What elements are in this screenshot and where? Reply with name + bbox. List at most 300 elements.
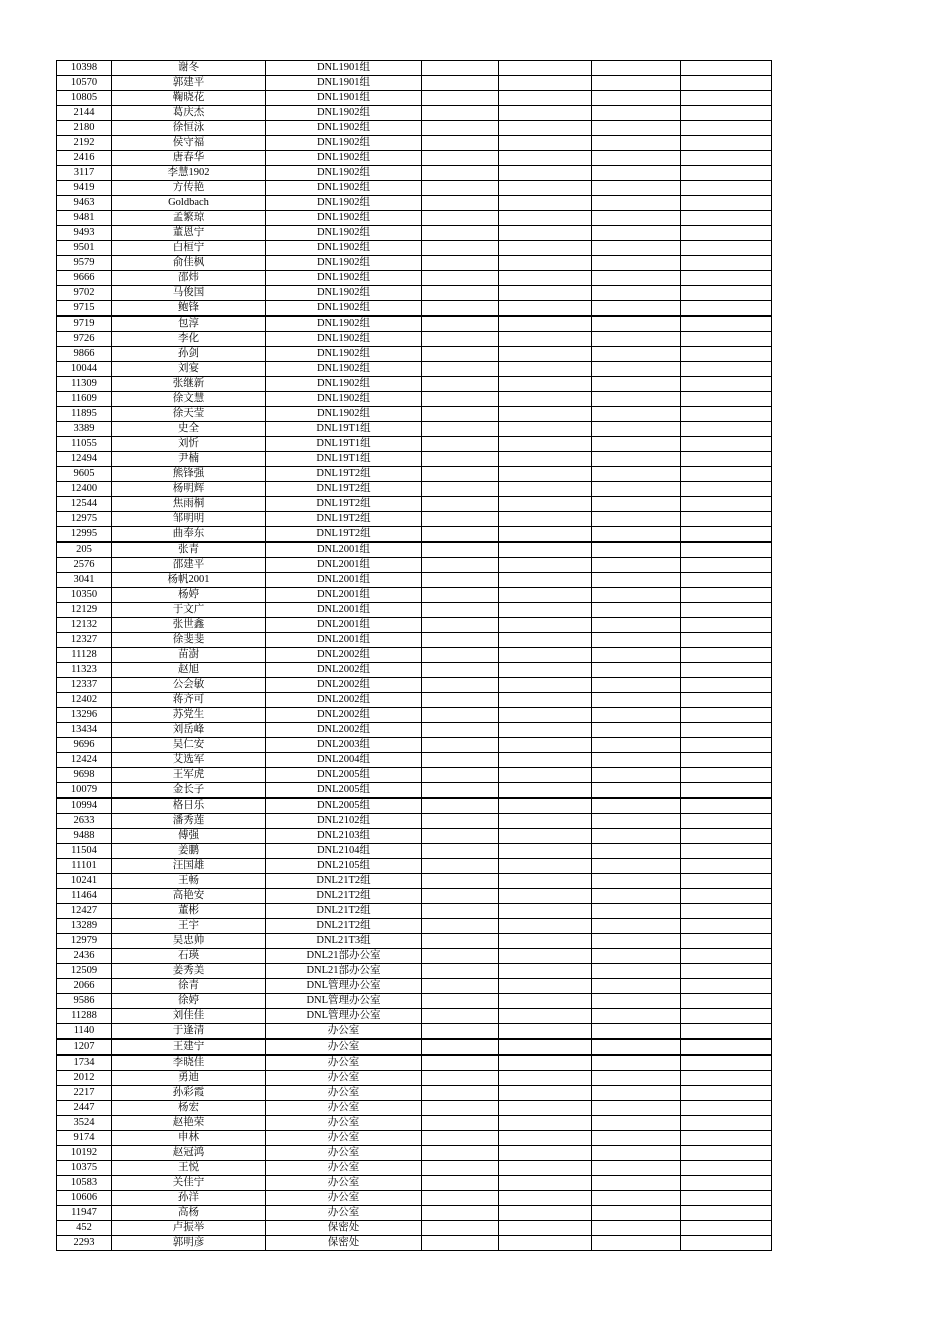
cell-id[interactable]: 2217 [57, 1086, 112, 1101]
cell-department[interactable]: DNL1902组 [266, 241, 422, 256]
cell-empty[interactable] [592, 362, 681, 377]
cell-name[interactable]: 史全 [112, 422, 266, 437]
cell-empty[interactable] [499, 121, 592, 136]
cell-empty[interactable] [422, 226, 499, 241]
cell-id[interactable]: 11504 [57, 844, 112, 859]
cell-id[interactable]: 9463 [57, 196, 112, 211]
cell-name[interactable]: 姜秀美 [112, 964, 266, 979]
cell-empty[interactable] [592, 136, 681, 151]
cell-id[interactable]: 10192 [57, 1146, 112, 1161]
cell-empty[interactable] [681, 512, 772, 527]
cell-empty[interactable] [592, 814, 681, 829]
cell-id[interactable]: 12327 [57, 633, 112, 648]
cell-name[interactable]: 孙彩霞 [112, 1086, 266, 1101]
cell-empty[interactable] [422, 166, 499, 181]
cell-empty[interactable] [681, 1039, 772, 1055]
cell-department[interactable]: 保密处 [266, 1236, 422, 1251]
cell-name[interactable]: 徐天莹 [112, 407, 266, 422]
cell-empty[interactable] [681, 904, 772, 919]
cell-empty[interactable] [422, 527, 499, 543]
cell-department[interactable]: DNL1902组 [266, 226, 422, 241]
cell-name[interactable]: 尹楠 [112, 452, 266, 467]
cell-id[interactable]: 3041 [57, 573, 112, 588]
cell-empty[interactable] [592, 708, 681, 723]
cell-empty[interactable] [592, 588, 681, 603]
cell-empty[interactable] [422, 136, 499, 151]
cell-empty[interactable] [422, 61, 499, 76]
cell-department[interactable]: DNL2005组 [266, 768, 422, 783]
cell-empty[interactable] [681, 437, 772, 452]
cell-department[interactable]: DNL21部办公室 [266, 949, 422, 964]
cell-department[interactable]: DNL21T3组 [266, 934, 422, 949]
cell-name[interactable]: 徐婷 [112, 994, 266, 1009]
cell-id[interactable]: 11288 [57, 1009, 112, 1024]
cell-id[interactable]: 9666 [57, 271, 112, 286]
cell-empty[interactable] [592, 889, 681, 904]
cell-empty[interactable] [592, 1161, 681, 1176]
cell-empty[interactable] [499, 271, 592, 286]
cell-empty[interactable] [592, 181, 681, 196]
cell-empty[interactable] [592, 1176, 681, 1191]
cell-name[interactable]: 艾选军 [112, 753, 266, 768]
cell-name[interactable]: 公会敏 [112, 678, 266, 693]
cell-empty[interactable] [422, 859, 499, 874]
cell-empty[interactable] [499, 949, 592, 964]
cell-empty[interactable] [592, 106, 681, 121]
cell-id[interactable]: 12544 [57, 497, 112, 512]
cell-empty[interactable] [592, 211, 681, 226]
cell-empty[interactable] [681, 994, 772, 1009]
cell-empty[interactable] [499, 437, 592, 452]
cell-empty[interactable] [422, 542, 499, 558]
cell-empty[interactable] [499, 91, 592, 106]
cell-id[interactable]: 11309 [57, 377, 112, 392]
cell-empty[interactable] [499, 286, 592, 301]
cell-id[interactable]: 13434 [57, 723, 112, 738]
cell-empty[interactable] [499, 1176, 592, 1191]
cell-empty[interactable] [499, 301, 592, 317]
cell-empty[interactable] [681, 392, 772, 407]
cell-id[interactable]: 12979 [57, 934, 112, 949]
cell-empty[interactable] [681, 783, 772, 799]
cell-empty[interactable] [499, 241, 592, 256]
cell-empty[interactable] [422, 1236, 499, 1251]
cell-empty[interactable] [592, 467, 681, 482]
cell-empty[interactable] [499, 1206, 592, 1221]
cell-name[interactable]: 邵炜 [112, 271, 266, 286]
cell-id[interactable]: 11323 [57, 663, 112, 678]
cell-id[interactable]: 11055 [57, 437, 112, 452]
cell-empty[interactable] [681, 1206, 772, 1221]
cell-empty[interactable] [422, 452, 499, 467]
cell-department[interactable]: DNL2002组 [266, 663, 422, 678]
cell-empty[interactable] [499, 482, 592, 497]
cell-id[interactable]: 2144 [57, 106, 112, 121]
cell-empty[interactable] [592, 994, 681, 1009]
cell-empty[interactable] [422, 919, 499, 934]
cell-empty[interactable] [681, 723, 772, 738]
cell-id[interactable]: 11947 [57, 1206, 112, 1221]
cell-department[interactable]: 办公室 [266, 1071, 422, 1086]
cell-id[interactable]: 2180 [57, 121, 112, 136]
cell-empty[interactable] [422, 211, 499, 226]
cell-empty[interactable] [681, 166, 772, 181]
cell-id[interactable]: 10375 [57, 1161, 112, 1176]
cell-empty[interactable] [422, 663, 499, 678]
cell-empty[interactable] [422, 271, 499, 286]
cell-empty[interactable] [592, 1055, 681, 1071]
cell-id[interactable]: 10079 [57, 783, 112, 799]
cell-empty[interactable] [592, 377, 681, 392]
cell-empty[interactable] [681, 1101, 772, 1116]
cell-department[interactable]: DNL1901组 [266, 61, 422, 76]
cell-empty[interactable] [499, 136, 592, 151]
cell-empty[interactable] [592, 1086, 681, 1101]
cell-empty[interactable] [592, 1206, 681, 1221]
cell-department[interactable]: DNL管理办公室 [266, 1009, 422, 1024]
cell-id[interactable]: 10805 [57, 91, 112, 106]
cell-empty[interactable] [681, 1176, 772, 1191]
cell-empty[interactable] [422, 1009, 499, 1024]
cell-empty[interactable] [422, 1055, 499, 1071]
cell-empty[interactable] [681, 874, 772, 889]
cell-empty[interactable] [499, 633, 592, 648]
cell-empty[interactable] [422, 783, 499, 799]
cell-empty[interactable] [681, 211, 772, 226]
cell-empty[interactable] [681, 542, 772, 558]
cell-name[interactable]: 俞佳枫 [112, 256, 266, 271]
cell-empty[interactable] [592, 1039, 681, 1055]
cell-id[interactable]: 2447 [57, 1101, 112, 1116]
cell-empty[interactable] [592, 1024, 681, 1040]
cell-empty[interactable] [681, 256, 772, 271]
cell-empty[interactable] [592, 693, 681, 708]
cell-empty[interactable] [499, 542, 592, 558]
cell-empty[interactable] [499, 994, 592, 1009]
cell-name[interactable]: 赵冠鸿 [112, 1146, 266, 1161]
cell-department[interactable]: DNL2005组 [266, 783, 422, 799]
cell-empty[interactable] [681, 61, 772, 76]
cell-empty[interactable] [499, 723, 592, 738]
cell-department[interactable]: DNL2102组 [266, 814, 422, 829]
cell-name[interactable]: 董彬 [112, 904, 266, 919]
cell-department[interactable]: DNL1902组 [266, 347, 422, 362]
cell-empty[interactable] [499, 979, 592, 994]
cell-empty[interactable] [592, 241, 681, 256]
cell-name[interactable]: 杨帆2001 [112, 573, 266, 588]
cell-empty[interactable] [681, 271, 772, 286]
cell-empty[interactable] [681, 151, 772, 166]
cell-empty[interactable] [422, 1071, 499, 1086]
cell-name[interactable]: 谢冬 [112, 61, 266, 76]
cell-empty[interactable] [422, 738, 499, 753]
cell-empty[interactable] [592, 1221, 681, 1236]
cell-empty[interactable] [499, 196, 592, 211]
cell-empty[interactable] [422, 753, 499, 768]
cell-name[interactable]: 张青 [112, 542, 266, 558]
cell-id[interactable]: 10583 [57, 1176, 112, 1191]
cell-empty[interactable] [592, 542, 681, 558]
cell-empty[interactable] [499, 1131, 592, 1146]
cell-empty[interactable] [499, 226, 592, 241]
cell-empty[interactable] [499, 256, 592, 271]
cell-empty[interactable] [422, 1039, 499, 1055]
cell-empty[interactable] [499, 603, 592, 618]
cell-name[interactable]: 勇迪 [112, 1071, 266, 1086]
cell-empty[interactable] [422, 76, 499, 91]
cell-empty[interactable] [592, 61, 681, 76]
cell-empty[interactable] [681, 573, 772, 588]
cell-empty[interactable] [681, 753, 772, 768]
cell-department[interactable]: DNL1902组 [266, 332, 422, 347]
cell-empty[interactable] [592, 753, 681, 768]
cell-id[interactable]: 12402 [57, 693, 112, 708]
cell-department[interactable]: DNL1901组 [266, 76, 422, 91]
cell-name[interactable]: 于逢清 [112, 1024, 266, 1040]
cell-empty[interactable] [681, 648, 772, 663]
cell-empty[interactable] [499, 1055, 592, 1071]
cell-empty[interactable] [422, 633, 499, 648]
cell-name[interactable]: 徐文慧 [112, 392, 266, 407]
cell-name[interactable]: Goldbach [112, 196, 266, 211]
cell-empty[interactable] [592, 874, 681, 889]
cell-name[interactable]: 刘岳峰 [112, 723, 266, 738]
cell-empty[interactable] [499, 407, 592, 422]
cell-empty[interactable] [681, 919, 772, 934]
cell-department[interactable]: DNL1902组 [266, 151, 422, 166]
cell-department[interactable]: DNL1902组 [266, 377, 422, 392]
cell-empty[interactable] [422, 1176, 499, 1191]
cell-id[interactable]: 205 [57, 542, 112, 558]
cell-empty[interactable] [681, 603, 772, 618]
cell-department[interactable]: DNL1902组 [266, 256, 422, 271]
cell-empty[interactable] [592, 1146, 681, 1161]
cell-empty[interactable] [499, 1101, 592, 1116]
cell-empty[interactable] [681, 452, 772, 467]
cell-department[interactable]: DNL2001组 [266, 588, 422, 603]
cell-name[interactable]: 申林 [112, 1131, 266, 1146]
cell-empty[interactable] [422, 1191, 499, 1206]
cell-department[interactable]: 办公室 [266, 1116, 422, 1131]
cell-name[interactable]: 李化 [112, 332, 266, 347]
cell-empty[interactable] [681, 844, 772, 859]
cell-empty[interactable] [499, 1009, 592, 1024]
cell-empty[interactable] [499, 392, 592, 407]
cell-id[interactable]: 452 [57, 1221, 112, 1236]
cell-name[interactable]: 刘忻 [112, 437, 266, 452]
cell-empty[interactable] [592, 1101, 681, 1116]
cell-empty[interactable] [681, 1221, 772, 1236]
cell-department[interactable]: 办公室 [266, 1176, 422, 1191]
cell-empty[interactable] [499, 829, 592, 844]
cell-department[interactable]: DNL2103组 [266, 829, 422, 844]
cell-department[interactable]: DNL21T2组 [266, 904, 422, 919]
cell-empty[interactable] [499, 362, 592, 377]
cell-id[interactable]: 10241 [57, 874, 112, 889]
cell-id[interactable]: 12427 [57, 904, 112, 919]
cell-empty[interactable] [499, 377, 592, 392]
cell-empty[interactable] [681, 708, 772, 723]
cell-empty[interactable] [592, 1236, 681, 1251]
cell-name[interactable]: 王宇 [112, 919, 266, 934]
cell-empty[interactable] [681, 91, 772, 106]
cell-id[interactable]: 2576 [57, 558, 112, 573]
cell-name[interactable]: 潘秀莲 [112, 814, 266, 829]
cell-name[interactable]: 赵旭 [112, 663, 266, 678]
cell-empty[interactable] [592, 633, 681, 648]
cell-empty[interactable] [422, 362, 499, 377]
cell-empty[interactable] [681, 301, 772, 317]
cell-id[interactable]: 12337 [57, 678, 112, 693]
cell-empty[interactable] [422, 196, 499, 211]
cell-id[interactable]: 3389 [57, 422, 112, 437]
cell-id[interactable]: 2012 [57, 1071, 112, 1086]
cell-empty[interactable] [681, 121, 772, 136]
cell-empty[interactable] [592, 603, 681, 618]
cell-empty[interactable] [592, 316, 681, 332]
cell-department[interactable]: DNL21T2组 [266, 889, 422, 904]
cell-id[interactable]: 9719 [57, 316, 112, 332]
cell-empty[interactable] [422, 1131, 499, 1146]
cell-empty[interactable] [592, 558, 681, 573]
cell-empty[interactable] [422, 889, 499, 904]
cell-empty[interactable] [681, 286, 772, 301]
cell-empty[interactable] [592, 527, 681, 543]
cell-name[interactable]: 杨婷 [112, 588, 266, 603]
cell-name[interactable]: 吴仁安 [112, 738, 266, 753]
cell-empty[interactable] [499, 648, 592, 663]
cell-id[interactable]: 10044 [57, 362, 112, 377]
cell-empty[interactable] [681, 1191, 772, 1206]
cell-id[interactable]: 9726 [57, 332, 112, 347]
cell-empty[interactable] [681, 859, 772, 874]
cell-empty[interactable] [681, 422, 772, 437]
cell-id[interactable]: 2066 [57, 979, 112, 994]
cell-empty[interactable] [681, 558, 772, 573]
cell-department[interactable]: DNL1902组 [266, 121, 422, 136]
cell-department[interactable]: 办公室 [266, 1131, 422, 1146]
cell-empty[interactable] [499, 588, 592, 603]
cell-empty[interactable] [499, 1146, 592, 1161]
cell-empty[interactable] [681, 934, 772, 949]
cell-empty[interactable] [422, 347, 499, 362]
cell-department[interactable]: DNL2002组 [266, 678, 422, 693]
cell-department[interactable]: DNL1902组 [266, 271, 422, 286]
cell-department[interactable]: 办公室 [266, 1039, 422, 1055]
cell-empty[interactable] [681, 1024, 772, 1040]
cell-name[interactable]: 苏党生 [112, 708, 266, 723]
cell-empty[interactable] [681, 226, 772, 241]
cell-name[interactable]: 刘佳佳 [112, 1009, 266, 1024]
cell-name[interactable]: 鞠晓花 [112, 91, 266, 106]
cell-department[interactable]: 保密处 [266, 1221, 422, 1236]
cell-name[interactable]: 王军虎 [112, 768, 266, 783]
cell-name[interactable]: 徐恒泳 [112, 121, 266, 136]
cell-empty[interactable] [422, 467, 499, 482]
cell-empty[interactable] [592, 256, 681, 271]
cell-empty[interactable] [681, 467, 772, 482]
cell-empty[interactable] [499, 497, 592, 512]
cell-name[interactable]: 方传艳 [112, 181, 266, 196]
cell-empty[interactable] [499, 452, 592, 467]
cell-empty[interactable] [499, 889, 592, 904]
cell-name[interactable]: 侯守福 [112, 136, 266, 151]
cell-department[interactable]: DNL2105组 [266, 859, 422, 874]
cell-id[interactable]: 13296 [57, 708, 112, 723]
cell-name[interactable]: 张世鑫 [112, 618, 266, 633]
cell-empty[interactable] [422, 377, 499, 392]
cell-empty[interactable] [499, 1086, 592, 1101]
cell-empty[interactable] [681, 196, 772, 211]
cell-empty[interactable] [499, 798, 592, 814]
cell-id[interactable]: 9702 [57, 286, 112, 301]
cell-empty[interactable] [422, 256, 499, 271]
cell-empty[interactable] [592, 497, 681, 512]
cell-empty[interactable] [422, 648, 499, 663]
cell-department[interactable]: DNL19T2组 [266, 482, 422, 497]
cell-id[interactable]: 2293 [57, 1236, 112, 1251]
cell-empty[interactable] [499, 151, 592, 166]
cell-department[interactable]: DNL1902组 [266, 211, 422, 226]
cell-empty[interactable] [681, 633, 772, 648]
cell-empty[interactable] [499, 753, 592, 768]
cell-empty[interactable] [681, 1086, 772, 1101]
cell-empty[interactable] [592, 347, 681, 362]
cell-id[interactable]: 10398 [57, 61, 112, 76]
cell-department[interactable]: DNL2001组 [266, 573, 422, 588]
cell-department[interactable]: DNL2005组 [266, 798, 422, 814]
cell-empty[interactable] [422, 964, 499, 979]
cell-empty[interactable] [422, 1024, 499, 1040]
cell-empty[interactable] [499, 166, 592, 181]
cell-empty[interactable] [681, 979, 772, 994]
cell-empty[interactable] [499, 527, 592, 543]
cell-empty[interactable] [499, 181, 592, 196]
cell-department[interactable]: 办公室 [266, 1101, 422, 1116]
cell-id[interactable]: 9488 [57, 829, 112, 844]
cell-id[interactable]: 12400 [57, 482, 112, 497]
cell-department[interactable]: DNL1902组 [266, 301, 422, 317]
cell-department[interactable]: DNL1902组 [266, 407, 422, 422]
cell-empty[interactable] [592, 91, 681, 106]
cell-id[interactable]: 1734 [57, 1055, 112, 1071]
cell-empty[interactable] [681, 241, 772, 256]
cell-empty[interactable] [681, 181, 772, 196]
cell-id[interactable]: 12129 [57, 603, 112, 618]
cell-name[interactable]: 金长子 [112, 783, 266, 799]
cell-department[interactable]: DNL2001组 [266, 542, 422, 558]
cell-department[interactable]: DNL1902组 [266, 181, 422, 196]
cell-name[interactable]: 李慧1902 [112, 166, 266, 181]
cell-department[interactable]: 办公室 [266, 1206, 422, 1221]
cell-empty[interactable] [422, 844, 499, 859]
cell-id[interactable]: 11464 [57, 889, 112, 904]
cell-empty[interactable] [592, 949, 681, 964]
cell-empty[interactable] [422, 904, 499, 919]
cell-department[interactable]: DNL2002组 [266, 648, 422, 663]
cell-department[interactable]: 办公室 [266, 1086, 422, 1101]
cell-empty[interactable] [422, 829, 499, 844]
cell-id[interactable]: 9715 [57, 301, 112, 317]
cell-id[interactable]: 1207 [57, 1039, 112, 1055]
cell-empty[interactable] [681, 482, 772, 497]
cell-empty[interactable] [592, 663, 681, 678]
cell-id[interactable]: 10606 [57, 1191, 112, 1206]
cell-department[interactable]: DNL19T1组 [266, 452, 422, 467]
cell-empty[interactable] [499, 106, 592, 121]
cell-id[interactable]: 10350 [57, 588, 112, 603]
cell-name[interactable]: 汪国雄 [112, 859, 266, 874]
